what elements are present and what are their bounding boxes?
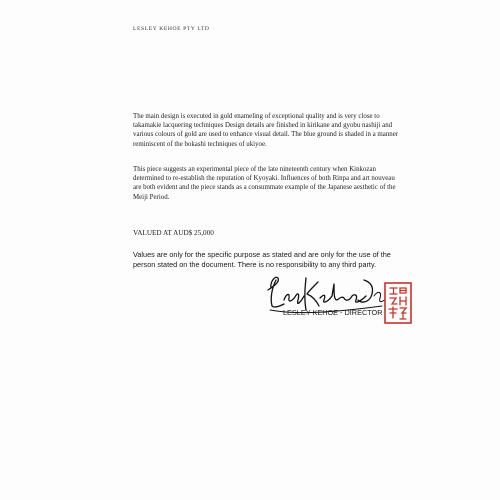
red-hanko-seal — [384, 282, 412, 324]
description-paragraph-2: This piece suggests an experimental piece of the late nineteenth century when Kinkozan determined to re-establish the reputation of Kyoyaki. Influences of both Rinpa and art nouveau are both evident and the piece stands as a consummate example of the Japanese aesthetic of the Meiji Period. — [133, 166, 396, 201]
valuation-statement: VALUED AT AUD$ 25,000 — [133, 229, 214, 237]
letterhead-company-name: LESLEY KEHOE PTY LTD — [133, 26, 210, 32]
signatory-name-title: LESLEY KEHOE - DIRECTOR — [283, 308, 383, 317]
valuation-disclaimer: Values are only for the specific purpose as stated and are only for the use of the person stated on the document. There is no responsibility to any third party. — [133, 250, 391, 270]
description-paragraph-1: The main design is executed in gold enameling of exceptional quality and is very close to takamakie lacquering techniques Design details are finished in kirikane and gyobu nashiji and various colours of gold are used to enhance visual detail. The blue ground is shaded in a manner reminiscent of the bokashi techniques of ukiyoe. — [133, 113, 399, 148]
